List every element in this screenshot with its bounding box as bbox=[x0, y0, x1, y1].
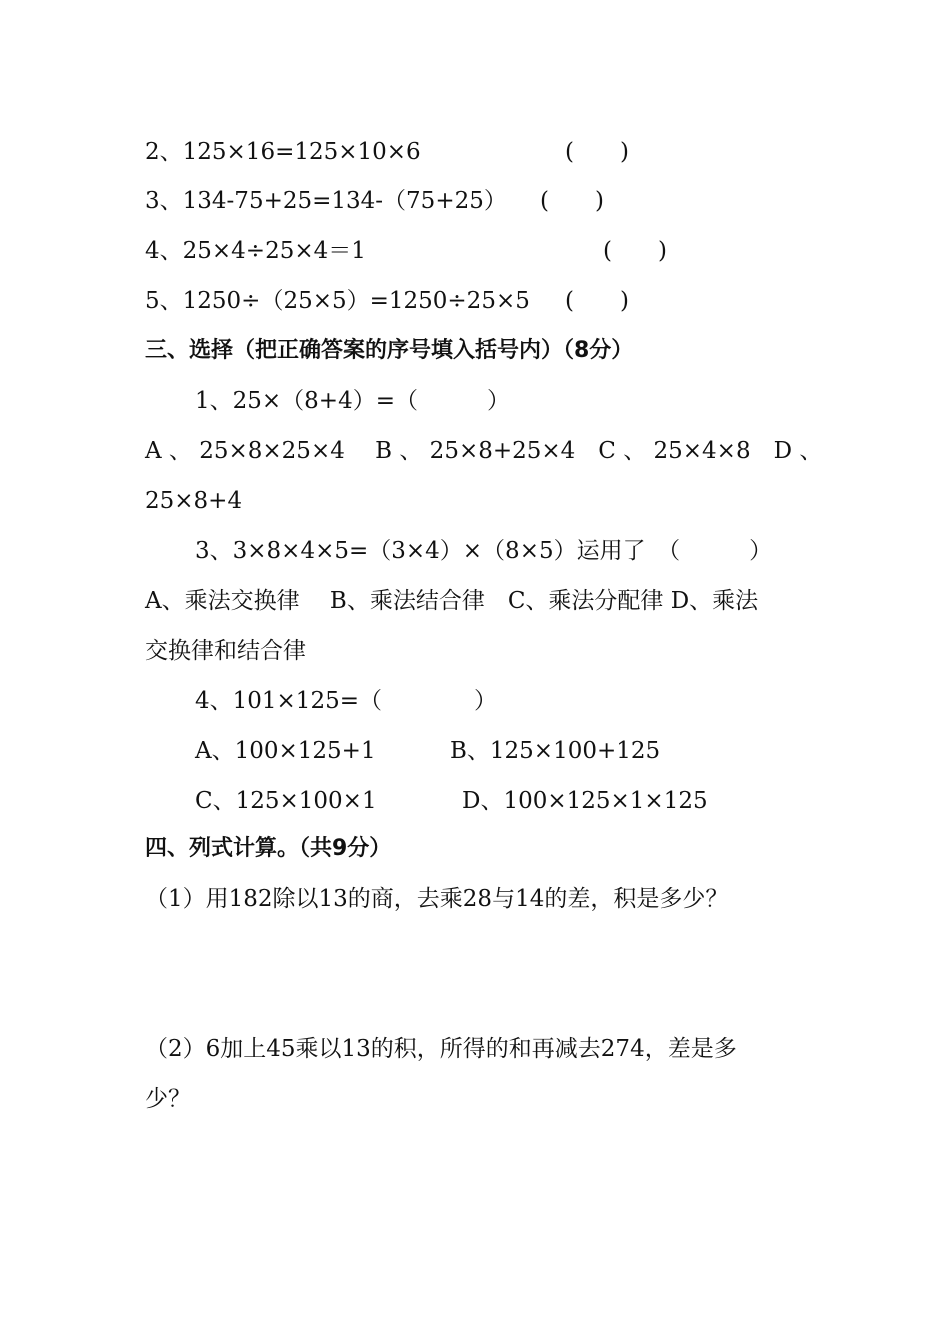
q4-option-c: C、125×100×1 bbox=[195, 788, 377, 814]
judge-item-5: 5、1250÷（25×5）=1250÷25×5 bbox=[145, 288, 530, 314]
q3-options-line1: A、乘法交换律 B、乘法结合律 C、乘法分配律 D、乘法 bbox=[145, 588, 759, 614]
q1-stem: 1、25×（8+4）=（ ） bbox=[195, 388, 510, 414]
section3-heading: 三、选择（把正确答案的序号填入括号内）（8分） bbox=[145, 338, 634, 363]
q3-stem: 3、3×8×4×5=（3×4）×（8×5）运用了 （ ） bbox=[195, 538, 773, 564]
q4-stem: 4、101×125=（ ） bbox=[195, 688, 497, 714]
judge-item-4: 4、25×4÷25×4＝1 bbox=[145, 238, 366, 264]
answer-blank-3[interactable]: ( ) bbox=[540, 188, 604, 214]
answer-blank-2[interactable]: ( ) bbox=[565, 139, 629, 165]
q1-options-line2: 25×8+4 bbox=[145, 488, 243, 514]
judge-item-3: 3、134-75+25=134-（75+25） bbox=[145, 188, 507, 214]
q3-options-line2: 交换律和结合律 bbox=[145, 638, 306, 664]
answer-blank-5[interactable]: ( ) bbox=[565, 288, 629, 314]
section4-heading: 四、列式计算。（共9分） bbox=[145, 836, 392, 861]
q1-options-line1: A 、 25×8×25×4 B 、 25×8+25×4 C 、 25×4×8 D 、 bbox=[145, 438, 823, 464]
q4-option-b: B、125×100+125 bbox=[450, 738, 661, 764]
q4-option-a: A、100×125+1 bbox=[195, 738, 376, 764]
q4-option-d: D、100×125×1×125 bbox=[462, 788, 708, 814]
problem-1: （1）用182除以13的商，去乘28与14的差，积是多少？ bbox=[145, 886, 729, 912]
judge-item-2: 2、125×16=125×10×6 bbox=[145, 139, 421, 165]
answer-blank-4[interactable]: ( ) bbox=[603, 238, 667, 264]
problem-2-line2: 少？ bbox=[145, 1086, 191, 1112]
problem-2-line1: （2）6加上45乘以13的积，所得的和再减去274，差是多 bbox=[145, 1036, 737, 1062]
